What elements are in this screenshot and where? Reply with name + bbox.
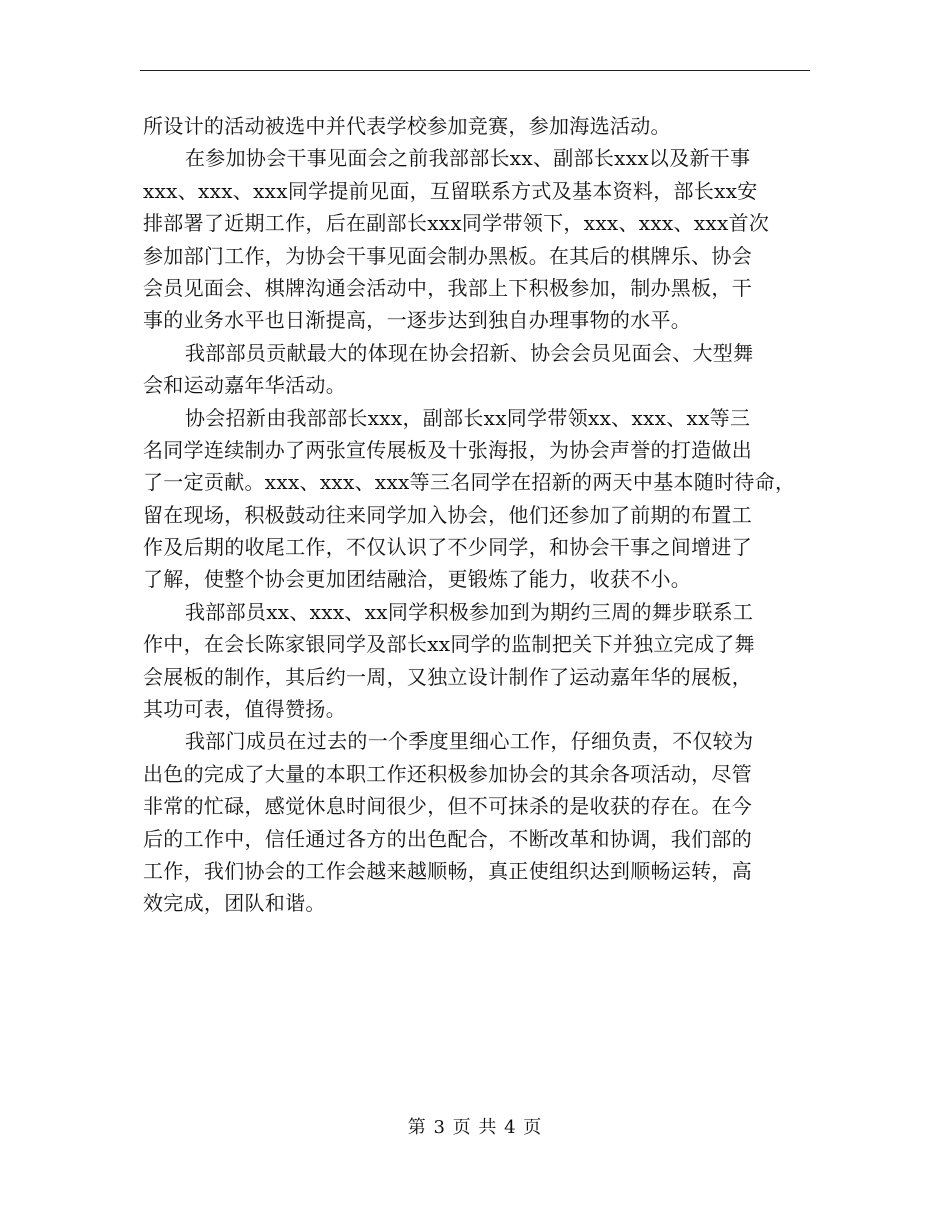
paragraph-start-line: 我部部员xx、xxx、xx同学积极参加到为期约三周的舞步联系工 (185, 599, 754, 624)
text-line: 所设计的活动被选中并代表学校参加竞赛，参加海选活动。 (143, 114, 671, 138)
header-rule (140, 70, 810, 71)
text-line: 工作，我们协会的工作会越来越顺畅，真正使组织达到顺畅运转，高 (143, 858, 752, 883)
paragraph-start-line: 我部门成员在过去的一个季度里细心工作，仔细负责，不仅较为 (185, 729, 754, 754)
paragraph-start-line: 在参加协会干事见面会之前我部部长xx、副部长xxx以及新干事 (185, 146, 751, 171)
text-line: 作中，在会长陈家银同学及部长xx同学的监制把关下并独立完成了舞 (143, 632, 755, 657)
paragraph-start-line: 我部部员贡献最大的体现在协会招新、协会会员见面会、大型舞 (185, 340, 754, 365)
text-line: xxx、xxx、xxx同学提前见面，互留联系方式及基本资料，部长xx安 (143, 178, 758, 203)
page-number-footer: 第 3 页 共 4 页 (407, 1117, 543, 1138)
text-line: 排部署了近期工作，后在副部长xxx同学带领下，xxx、xxx、xxx首次 (143, 211, 770, 236)
text-line: 其功可表，值得赞扬。 (143, 697, 346, 722)
document-body (143, 110, 818, 920)
text-line: 了一定贡献。xxx、xxx、xxx等三名同学在招新的两天中基本随时待命， (143, 470, 796, 495)
text-line: 会员见面会、棋牌沟通会活动中，我部上下积极参加，制办黑板，干 (143, 275, 752, 300)
text-line: 后的工作中，信任通过各方的出色配合，不断改革和协调，我们部的 (143, 826, 752, 851)
text-line: 事的业务水平也日渐提高，一逐步达到独自办理事物的水平。 (143, 308, 692, 333)
text-line: 名同学连续制办了两张宣传展板及十张海报，为协会声誉的打造做出 (143, 437, 752, 462)
text-line: 留在现场，积极鼓动往来同学加入协会，他们还参加了前期的布置工 (143, 502, 752, 527)
text-line: 作及后期的收尾工作，不仅认识了不少同学，和协会干事之间增进了 (143, 535, 752, 560)
text-line: 会和运动嘉年华活动。 (143, 373, 346, 398)
paragraph-start-line: 协会招新由我部部长xxx，副部长xx同学带领xx、xxx、xx等三 (185, 405, 751, 430)
text-line: 参加部门工作，为协会干事见面会制办黑板。在其后的棋牌乐、协会 (143, 243, 752, 268)
text-line: 效完成，团队和谐。 (143, 891, 326, 916)
text-line: 出色的完成了大量的本职工作还积极参加协会的其余各项活动，尽管 (143, 761, 752, 786)
text-line: 会展板的制作，其后约一周，又独立设计制作了运动嘉年华的展板， (143, 664, 752, 689)
text-line: 非常的忙碌，感觉休息时间很少，但不可抹杀的是收获的存在。在今 (143, 794, 752, 819)
text-line: 了解，使整个协会更加团结融洽，更锻炼了能力，收获不小。 (143, 567, 692, 592)
